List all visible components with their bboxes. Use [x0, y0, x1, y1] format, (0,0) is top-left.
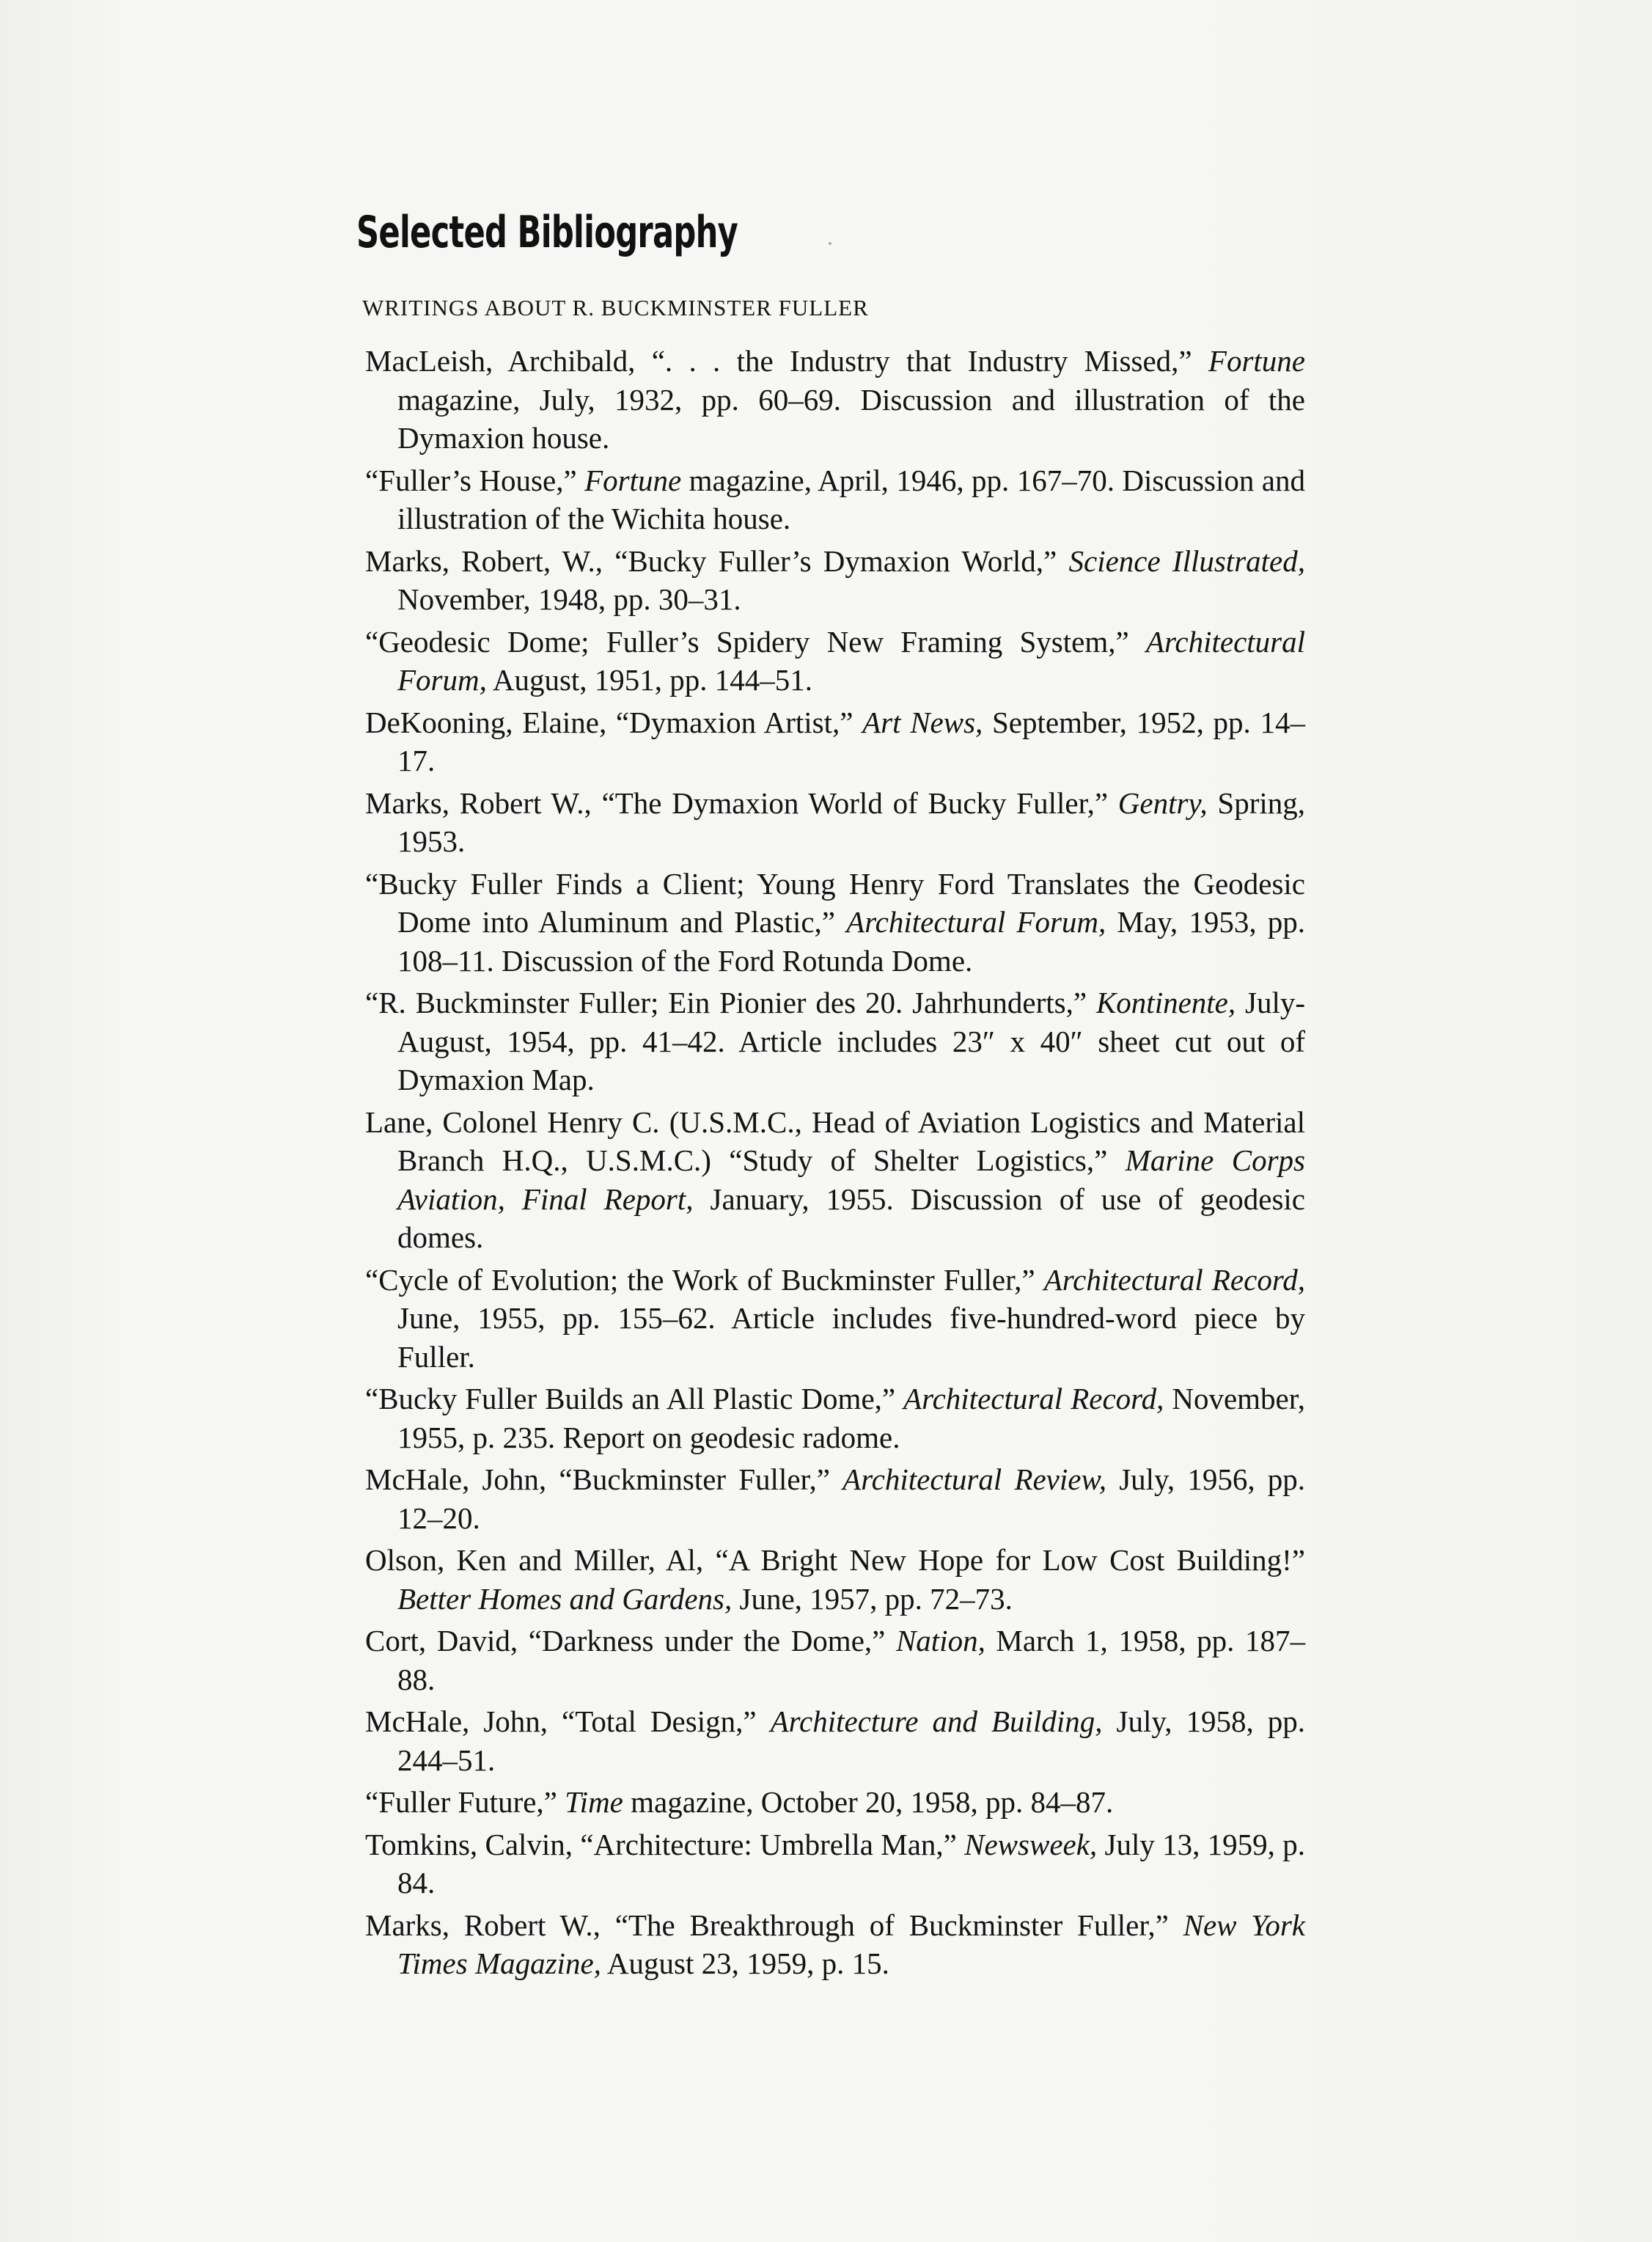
page-title: Selected Bibliography	[356, 207, 738, 258]
bibliography-entry: Olson, Ken and Miller, Al, “A Bright New Hope for Low Cost Building!” Better Homes and Gardens, June, 1957, pp. 72–73.	[365, 1543, 1305, 1616]
bibliography-entry: MacLeish, Archibald, “. . . the Industry that Industry Missed,” Fortune magazine, July, 1932, pp. 60–69. Discussion and illustration of the Dymaxion house.	[365, 344, 1305, 455]
bibliography-entry: “Cycle of Evolution; the Work of Buckminster Fuller,” Architectural Record, June, 1955, pp. 155–62. Article includes five-hundred-word piece by Fuller.	[365, 1262, 1305, 1374]
bibliography-entry: Cort, David, “Darkness under the Dome,” Nation, March 1, 1958, pp. 187–88.	[365, 1624, 1305, 1696]
bibliography-entry: “R. Buckminster Fuller; Ein Pionier des 20. Jahrhunderts,” Kontinente, July-August, 1954, pp. 41–42. Article includes 23″ x 40″ sheet cut out of Dymaxion Map.	[365, 986, 1306, 1096]
bibliography-entry: Lane, Colonel Henry C. (U.S.M.C., Head of Aviation Logistics and Material Branch H.Q., U.S.M.C.) “Study of Shelter Logistics,” Marine Corps Aviation, Final Report, January, 1955. Discussion of use of geodesic domes.	[365, 1104, 1305, 1254]
bibliography-entry: DeKooning, Elaine, “Dymaxion Artist,” Art News, September, 1952, pp. 14–17.	[365, 705, 1305, 777]
bibliography-entry: “Bucky Fuller Finds a Client; Young Henry Ford Translates the Geodesic Dome into Aluminum and Plastic,” Architectural Forum, May, 1953, pp. 108–11. Discussion of the Ford Rotunda Dome.	[365, 866, 1305, 978]
section-heading: WRITINGS ABOUT R. BUCKMINSTER FULLER	[362, 295, 869, 320]
bibliography-entry: Marks, Robert W., “The Dymaxion World of Bucky Fuller,” Gentry, Spring, 1953.	[365, 785, 1305, 858]
bibliography-entry: “Fuller Future,” Time magazine, October 20, 1958, pp. 84–87.	[365, 1785, 1114, 1819]
bibliography-entry: McHale, John, “Total Design,” Architecture and Building, July, 1958, pp. 244–51.	[365, 1704, 1305, 1777]
bibliography-entry: “Bucky Fuller Builds an All Plastic Dome,” Architectural Record, November, 1955, p. 235. Report on geodesic radome.	[365, 1382, 1306, 1454]
ink-speck	[829, 242, 831, 245]
bibliography-entry: McHale, John, “Buckminster Fuller,” Architectural Review, July, 1956, pp. 12–20.	[365, 1462, 1305, 1535]
bibliography-entry: Tomkins, Calvin, “Architecture: Umbrella Man,” Newsweek, July 13, 1959, p. 84.	[365, 1827, 1305, 1900]
bibliography-entry: Marks, Robert W., “The Breakthrough of Buckminster Fuller,” New York Times Magazine, August 23, 1959, p. 15.	[365, 1908, 1305, 1980]
bibliography-entry: Marks, Robert, W., “Bucky Fuller’s Dymaxion World,” Science Illustrated, November, 1948, pp. 30–31.	[365, 543, 1305, 616]
bibliography-entry: “Fuller’s House,” Fortune magazine, April, 1946, pp. 167–70. Discussion and illustration of the Wichita house.	[365, 463, 1305, 535]
bibliography-entry: “Geodesic Dome; Fuller’s Spidery New Framing System,” Architectural Forum, August, 1951, pp. 144–51.	[365, 624, 1305, 697]
bibliography-list	[365, 342, 1305, 1987]
